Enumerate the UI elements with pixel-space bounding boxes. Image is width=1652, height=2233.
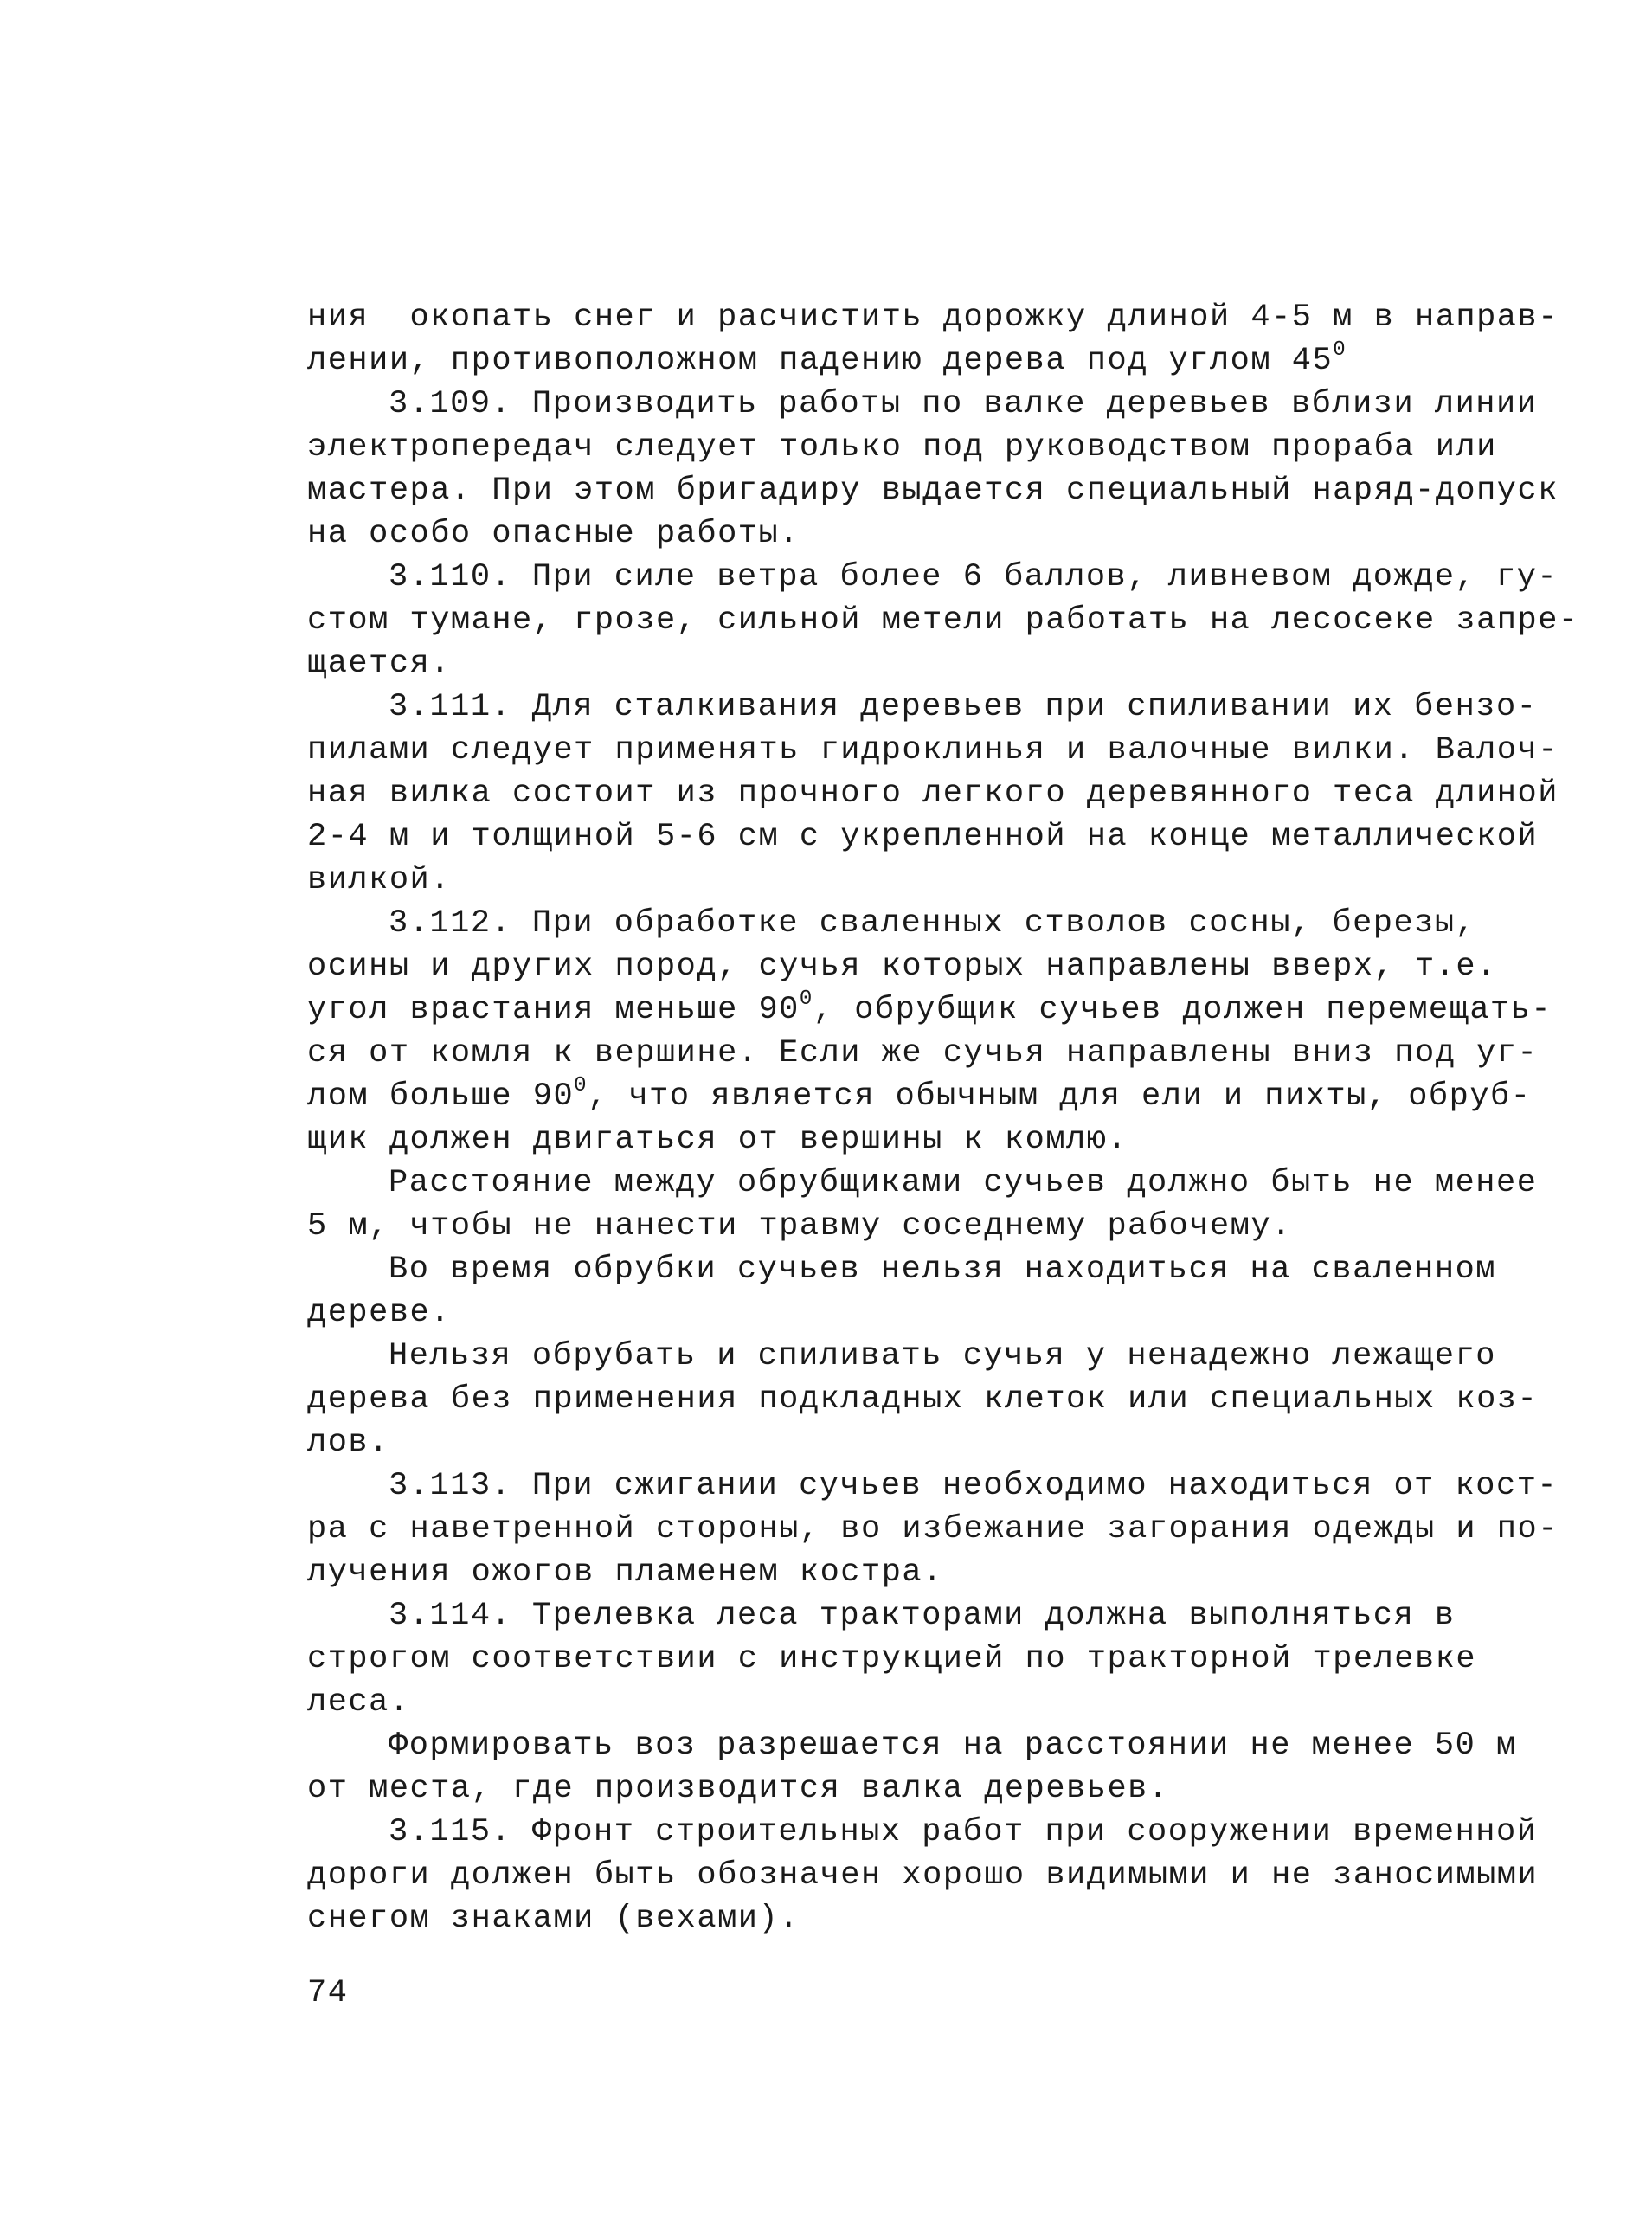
text-line [307, 383, 1538, 426]
text-line-content: 3.115. Фронт строительных работ при сооружении временной [389, 1814, 1538, 1850]
text-line-content: угол врастания меньше 90 [307, 992, 800, 1028]
text-line [307, 1551, 1432, 1594]
degree-superscript: 0 [799, 988, 813, 1011]
text-line [307, 296, 1559, 339]
text-line-content: щается. [307, 646, 451, 682]
text-line [307, 1508, 1559, 1551]
text-line-content: от места, где производится валка деревьев. [307, 1771, 1169, 1807]
text-line [307, 1205, 1432, 1248]
text-line-content: 5 м, чтобы не нанести травму соседнему рабочему. [307, 1208, 1292, 1245]
text-line-content: 3.113. При сжигании сучьев необходимо находиться от кост- [389, 1468, 1559, 1504]
text-line [307, 1335, 1496, 1378]
text-line-content: дороги должен быть обозначен хорошо видимыми и не заносимыми [307, 1857, 1539, 1894]
text-line-content: 3.114. Трелевка леса тракторами должна выполняться в [389, 1598, 1456, 1634]
text-line [307, 729, 1559, 772]
text-line-content: стом тумане, грозе, сильной метели работать на лесосеке запре- [307, 602, 1579, 639]
text-line [307, 859, 1432, 902]
text-line [307, 1854, 1539, 1897]
text-line [307, 469, 1559, 512]
text-line [307, 1724, 1517, 1767]
text-line-content: лучения ожогов пламенем костра. [307, 1554, 943, 1591]
text-line-content: Расстояние между обрубщиками сучьев должно быть не менее [389, 1165, 1538, 1201]
text-line [307, 1638, 1477, 1681]
text-line [307, 599, 1579, 642]
text-line [307, 1811, 1538, 1854]
text-line [307, 1897, 1432, 1940]
text-line-content: осины и других пород, сучья которых направлены вверх, т.е. [307, 949, 1497, 985]
text-line [307, 685, 1538, 729]
text-line-content: ния окопать снег и расчистить дорожку длиной 4-5 м в направ- [307, 299, 1559, 336]
text-line [307, 1074, 1532, 1118]
text-line-continuation: , что является обычным для ели и пихты, обруб- [588, 1078, 1532, 1115]
text-line [307, 945, 1497, 988]
text-line-content: снегом знаками (вехами). [307, 1901, 800, 1937]
text-line [307, 1378, 1539, 1421]
text-line-content: щик должен двигаться от вершины к комлю. [307, 1122, 1128, 1158]
text-line-content: пилами следует применять гидроклинья и валочные вилки. Валоч- [307, 732, 1559, 769]
text-line-content: на особо опасные работы. [307, 516, 800, 552]
text-line [307, 772, 1559, 815]
text-line-content: вилкой. [307, 862, 451, 898]
document-body [307, 296, 1579, 1940]
text-line [307, 1681, 1432, 1724]
text-line-content: дереве. [307, 1295, 451, 1331]
text-line [307, 1421, 1432, 1464]
text-line [307, 1162, 1538, 1205]
text-line-content: 3.109. Производить работы по валке деревьев вблизи линии [389, 386, 1538, 422]
text-line-content: мастера. При этом бригадиру выдается специальный наряд-допуск [307, 473, 1559, 509]
text-line-content: 3.111. Для сталкивания деревьев при спиливании их бензо- [389, 689, 1538, 725]
text-line-content: строгом соответствии с инструкцией по тракторной трелевке [307, 1641, 1477, 1677]
page-number: 74 [307, 1975, 349, 2011]
text-line [307, 642, 1432, 685]
text-line [307, 902, 1476, 945]
text-line-content: дерева без применения подкладных клеток или специальных коз- [307, 1381, 1539, 1418]
degree-superscript: 0 [574, 1074, 588, 1097]
text-line-content: 3.112. При обработке сваленных стволов сосны, березы, [389, 905, 1476, 942]
text-line-content: ся от комля к вершине. Если же сучья направлены вниз под уг- [307, 1035, 1539, 1071]
text-line [307, 988, 1552, 1032]
text-line [307, 1248, 1496, 1291]
text-line-content: 2-4 м и толщиной 5-6 см с укрепленной на конце металлической [307, 819, 1539, 855]
text-line-content: ная вилка состоит из прочного легкого деревянного теса длиной [307, 775, 1559, 812]
text-line [307, 1291, 1432, 1335]
text-line [307, 556, 1559, 599]
text-line [307, 1594, 1456, 1638]
text-line [307, 815, 1539, 859]
text-line-content: лом больше 90 [307, 1078, 575, 1115]
text-line [307, 1032, 1539, 1075]
text-line-content: леса. [307, 1684, 410, 1721]
text-line [307, 1118, 1432, 1162]
text-line-content: Нельзя обрубать и спиливать сучья у ненадежно лежащего [389, 1338, 1496, 1374]
degree-superscript: 0 [1333, 338, 1347, 362]
text-line [307, 339, 1432, 383]
text-line-content: 3.110. При силе ветра более 6 баллов, ливневом дожде, гу- [389, 559, 1559, 595]
text-line [307, 512, 1432, 556]
text-line-content: Формировать воз разрешается на расстоянии не менее 50 м [389, 1728, 1517, 1764]
text-line-continuation: , обрубщик сучьев должен перемещать- [813, 992, 1552, 1028]
text-line-content: электропередач следует только под руководством прораба или [307, 429, 1497, 466]
text-line-content: ра с наветренной стороны, во избежание загорания одежды и по- [307, 1511, 1559, 1548]
text-line [307, 1464, 1559, 1508]
text-line [307, 1767, 1432, 1811]
text-line [307, 426, 1497, 469]
text-line-content: лов. [307, 1425, 389, 1461]
text-line-content: Во время обрубки сучьев нельзя находиться на сваленном [389, 1252, 1496, 1288]
text-line-content: лении, противоположном падению дерева под углом 45 [307, 343, 1334, 379]
